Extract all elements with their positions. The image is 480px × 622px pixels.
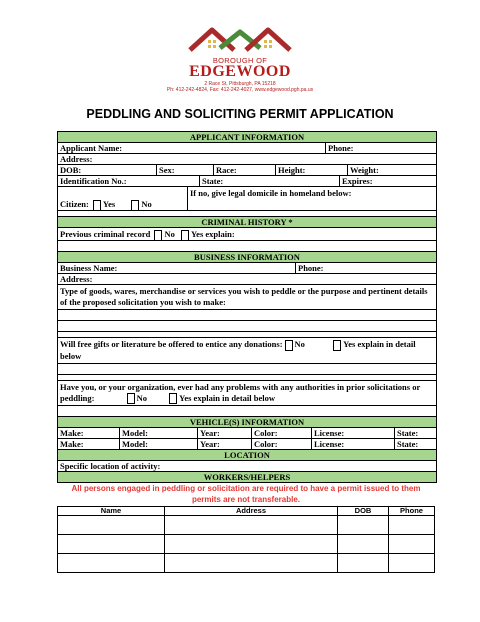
business-goods-question: Type of goods, wares, merchandise or services you wish to peddle or the purpose and pertinent details of the proposed solicitation you wish to make:: [58, 285, 436, 310]
section-business-heading: BUSINESS INFORMATION: [58, 252, 436, 263]
section-location-heading: LOCATION: [58, 450, 436, 461]
logo-borough-text: BOROUGH OF: [212, 56, 268, 65]
problems-yes-label: Yes explain in detail below: [179, 392, 276, 403]
applicant-sex-field[interactable]: Sex:: [157, 165, 214, 175]
business-name-field[interactable]: Business Name:: [58, 263, 296, 273]
workers-header-row: [58, 507, 435, 516]
gifts-below-text: below: [60, 350, 82, 361]
applicant-race-field[interactable]: Race:: [214, 165, 276, 175]
applicant-id-state-field[interactable]: State:: [200, 176, 340, 186]
worker-name-cell[interactable]: [58, 535, 165, 554]
applicant-name-row: [58, 143, 436, 154]
criminal-explain-blank[interactable]: [58, 241, 436, 252]
problems-yes-checkbox[interactable]: [169, 393, 177, 404]
worker-dob-cell[interactable]: [338, 554, 389, 573]
permit-notice: All persons engaged in peddling or solicitation are required to have a permit issued to them permits are not transferable.: [71, 484, 421, 504]
worker-dob-cell[interactable]: [338, 535, 389, 554]
col-name-header: Name: [58, 507, 165, 516]
vehicle-make-field[interactable]: Make:: [58, 439, 120, 449]
citizen-no-label: No: [141, 199, 152, 209]
citizen-no-checkbox[interactable]: [131, 200, 139, 210]
peddling-label: peddling:: [60, 392, 95, 403]
problems-question: [58, 381, 436, 407]
criminal-record-label: Previous criminal record: [60, 229, 151, 239]
worker-address-cell[interactable]: [165, 535, 338, 554]
gifts-yes-checkbox[interactable]: [333, 340, 341, 351]
gifts-no-label: No: [294, 339, 305, 349]
table-row: [58, 554, 435, 573]
location-field[interactable]: Specific location of activity:: [60, 461, 161, 472]
applicant-weight-field[interactable]: Weight:: [350, 165, 379, 175]
citizen-yes-checkbox[interactable]: [93, 200, 101, 210]
problems-question-text: Have you, or your organization, ever had any problems with any authorities in prior solicitations or: [60, 381, 421, 392]
gifts-yes-label: Yes explain in detail: [343, 339, 416, 349]
problems-no-label: No: [136, 392, 148, 403]
section-workers-heading: WORKERS/HELPERS: [58, 472, 436, 482]
business-name-row: [58, 263, 436, 274]
col-dob-header: DOB: [338, 507, 389, 516]
goods-answer-line-1[interactable]: [58, 310, 436, 321]
applicant-id-field[interactable]: Identification No.:: [58, 176, 200, 186]
applicant-id-row: [58, 176, 436, 187]
header-address: 2 Race St, Pittsburgh, PA 15218: [204, 81, 276, 87]
applicant-dob-field[interactable]: DOB:: [58, 165, 157, 175]
vehicle-year-field[interactable]: Year:: [198, 439, 252, 449]
vehicle-row-1: [58, 428, 436, 439]
applicant-dob-row: [58, 165, 436, 176]
citizen-label: Citizen:: [60, 199, 89, 209]
location-row: [58, 461, 436, 472]
section-applicant-heading: APPLICANT INFORMATION: [58, 132, 436, 143]
logo-town-name: EDGEWOOD: [189, 63, 291, 80]
vehicle-license-field[interactable]: License:: [312, 439, 395, 449]
vehicle-state-field[interactable]: State:: [397, 428, 419, 439]
gifts-question: [58, 338, 436, 364]
worker-name-cell[interactable]: [58, 516, 165, 535]
applicant-address-field[interactable]: Address:: [60, 154, 93, 164]
col-phone-header: Phone: [389, 507, 435, 516]
criminal-no-label: No: [164, 229, 175, 239]
problems-answer-line[interactable]: [58, 406, 436, 417]
vehicle-color-field[interactable]: Color:: [252, 439, 312, 449]
header-contact: Ph: 412-242-4824, Fax: 412-242-4027, www.edgewood.pgh.pa.us: [166, 87, 314, 93]
worker-phone-cell[interactable]: [389, 516, 435, 535]
section-criminal-heading: CRIMINAL HISTORY *: [58, 217, 436, 228]
problems-no-checkbox[interactable]: [127, 393, 135, 404]
section-vehicles-heading: VEHICLE(S) INFORMATION: [58, 417, 436, 428]
vehicle-row-2: [58, 439, 436, 450]
vehicle-model-field[interactable]: Model:: [120, 439, 198, 449]
citizen-field: [58, 187, 188, 210]
vehicle-make-field[interactable]: Make:: [58, 428, 120, 438]
gifts-no-checkbox[interactable]: [285, 340, 293, 351]
criminal-no-checkbox[interactable]: [154, 230, 162, 240]
applicant-address-row: [58, 154, 436, 165]
business-phone-field[interactable]: Phone:: [298, 263, 324, 273]
gifts-answer-line[interactable]: [58, 364, 436, 375]
criminal-record-field: [58, 228, 436, 240]
criminal-yes-label: Yes explain:: [190, 229, 235, 239]
criminal-yes-checkbox[interactable]: [181, 230, 189, 240]
vehicle-year-field[interactable]: Year:: [198, 428, 252, 438]
applicant-name-field[interactable]: Applicant Name:: [58, 143, 326, 153]
workers-table: [57, 506, 435, 573]
application-form: [57, 131, 437, 483]
worker-name-cell[interactable]: [58, 554, 165, 573]
col-address-header: Address: [165, 507, 338, 516]
domicile-field[interactable]: If no, give legal domicile in homeland below:: [190, 188, 352, 198]
applicant-height-field[interactable]: Height:: [276, 165, 348, 175]
page-title: PEDDLING AND SOLICITING PERMIT APPLICATION: [86, 107, 394, 121]
applicant-id-expires-field[interactable]: Expires:: [342, 176, 373, 186]
criminal-record-row: [58, 228, 436, 241]
vehicle-color-field[interactable]: Color:: [252, 428, 312, 438]
business-address-field[interactable]: Address:: [60, 274, 93, 284]
worker-phone-cell[interactable]: [389, 535, 435, 554]
worker-address-cell[interactable]: [165, 516, 338, 535]
table-row: [58, 516, 435, 535]
worker-dob-cell[interactable]: [338, 516, 389, 535]
goods-answer-line-2[interactable]: [58, 321, 436, 332]
applicant-citizen-row: [58, 187, 436, 211]
vehicle-license-field[interactable]: License:: [312, 428, 395, 438]
applicant-phone-field[interactable]: Phone:: [328, 143, 354, 153]
worker-address-cell[interactable]: [165, 554, 338, 573]
gifts-question-text: Will free gifts or literature be offered to entice any donations:: [60, 339, 283, 349]
vehicle-model-field[interactable]: Model:: [120, 428, 198, 438]
table-row: [58, 535, 435, 554]
vehicle-state-field[interactable]: State:: [397, 439, 419, 450]
worker-phone-cell[interactable]: [389, 554, 435, 573]
citizen-yes-label: Yes: [102, 199, 116, 209]
business-address-row: [58, 274, 436, 285]
